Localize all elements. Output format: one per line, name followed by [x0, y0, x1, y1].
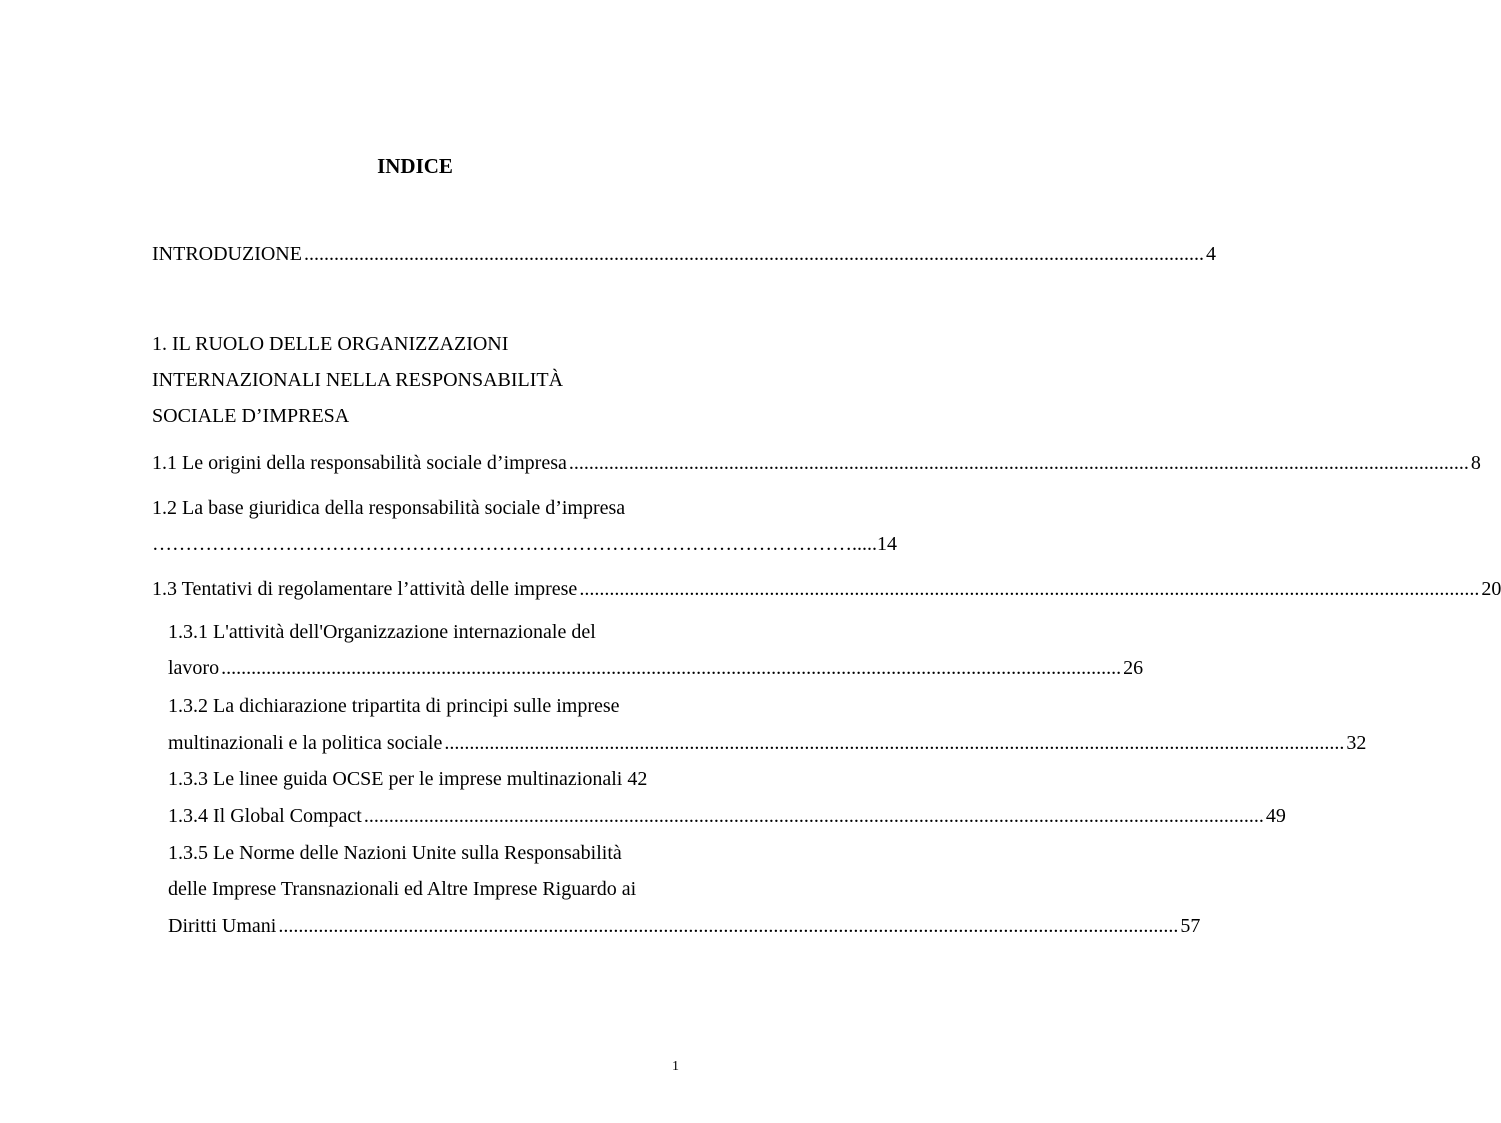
- toc-leader-dots: ....................................................................................................................................................................................: [579, 578, 1480, 600]
- toc-label: 1.1 Le origini della responsabilità sociale d’impresa: [152, 452, 567, 474]
- toc-entry-1-3-1-line: 1.3.1 L'attività dell'Organizzazione internazionale del: [168, 621, 596, 643]
- page-title: INDICE: [377, 154, 453, 178]
- toc-label: 1.3 Tentativi di regolamentare l’attività delle imprese: [152, 578, 578, 600]
- toc-entry-1-3-1: [168, 656, 1144, 680]
- toc-page-number: 8: [1470, 452, 1481, 474]
- toc-label: multinazionali e la politica sociale: [168, 732, 443, 754]
- toc-leader-dots: ....................................................................................................................................................................................: [221, 657, 1122, 679]
- toc-entry-1-3-5: [168, 914, 1201, 938]
- toc-leader-dots: ....................................................................................................................................................................................: [568, 452, 1469, 474]
- toc-entry-1-1: [152, 451, 1481, 475]
- toc-entry-1-2-leader: [152, 532, 897, 556]
- toc-leader-dots: ……………………………………………………………………………………………..: [152, 533, 862, 555]
- toc-label: Diritti Umani: [168, 915, 277, 937]
- toc-entry-1-3: [152, 577, 1501, 601]
- chapter-heading-line: SOCIALE D’IMPRESA: [152, 405, 350, 427]
- toc-label: lavoro: [168, 657, 220, 679]
- chapter-heading-line: INTERNAZIONALI NELLA RESPONSABILITÀ: [152, 369, 564, 391]
- toc-page-number: 4: [1205, 243, 1216, 265]
- toc-entry-1-3-3: 1.3.3 Le linee guida OCSE per le imprese multinazionali 42: [168, 768, 648, 790]
- toc-page-number: 49: [1265, 805, 1286, 827]
- toc-leader-dots: ....................................................................................................................................................................................: [278, 915, 1179, 937]
- toc-entry-1-3-2-line: 1.3.2 La dichiarazione tripartita di principi sulle imprese: [168, 695, 620, 717]
- toc-label: 1.3.4 Il Global Compact: [168, 805, 362, 827]
- toc-entry-1-3-5-line: delle Imprese Transnazionali ed Altre Imprese Riguardo ai: [168, 878, 637, 900]
- toc-label: INTRODUZIONE: [152, 243, 302, 265]
- toc-page-number: 20: [1481, 578, 1501, 600]
- toc-leader-dots: ....................................................................................................................................................................................: [444, 732, 1345, 754]
- toc-page-number: 57: [1180, 915, 1201, 937]
- toc-entry-1-2-line: 1.2 La base giuridica della responsabilità sociale d’impresa: [152, 497, 626, 519]
- toc-entry-1-3-5-line: 1.3.5 Le Norme delle Nazioni Unite sulla Responsabilità: [168, 842, 622, 864]
- toc-leader-dots: ....................................................................................................................................................................................: [303, 243, 1204, 265]
- toc-page-number: 26: [1123, 657, 1144, 679]
- toc-entry-1-3-4: [168, 804, 1286, 828]
- toc-entry-introduzione: [152, 242, 1216, 266]
- toc-page-number: 32: [1346, 732, 1367, 754]
- toc-leader-dots: ....................................................................................................................................................................................: [363, 805, 1264, 827]
- chapter-heading-line: 1. IL RUOLO DELLE ORGANIZZAZIONI: [152, 333, 509, 355]
- toc-page-number: ...14: [862, 533, 897, 555]
- page-number: 1: [672, 1059, 679, 1074]
- toc-entry-1-3-2: [168, 731, 1367, 755]
